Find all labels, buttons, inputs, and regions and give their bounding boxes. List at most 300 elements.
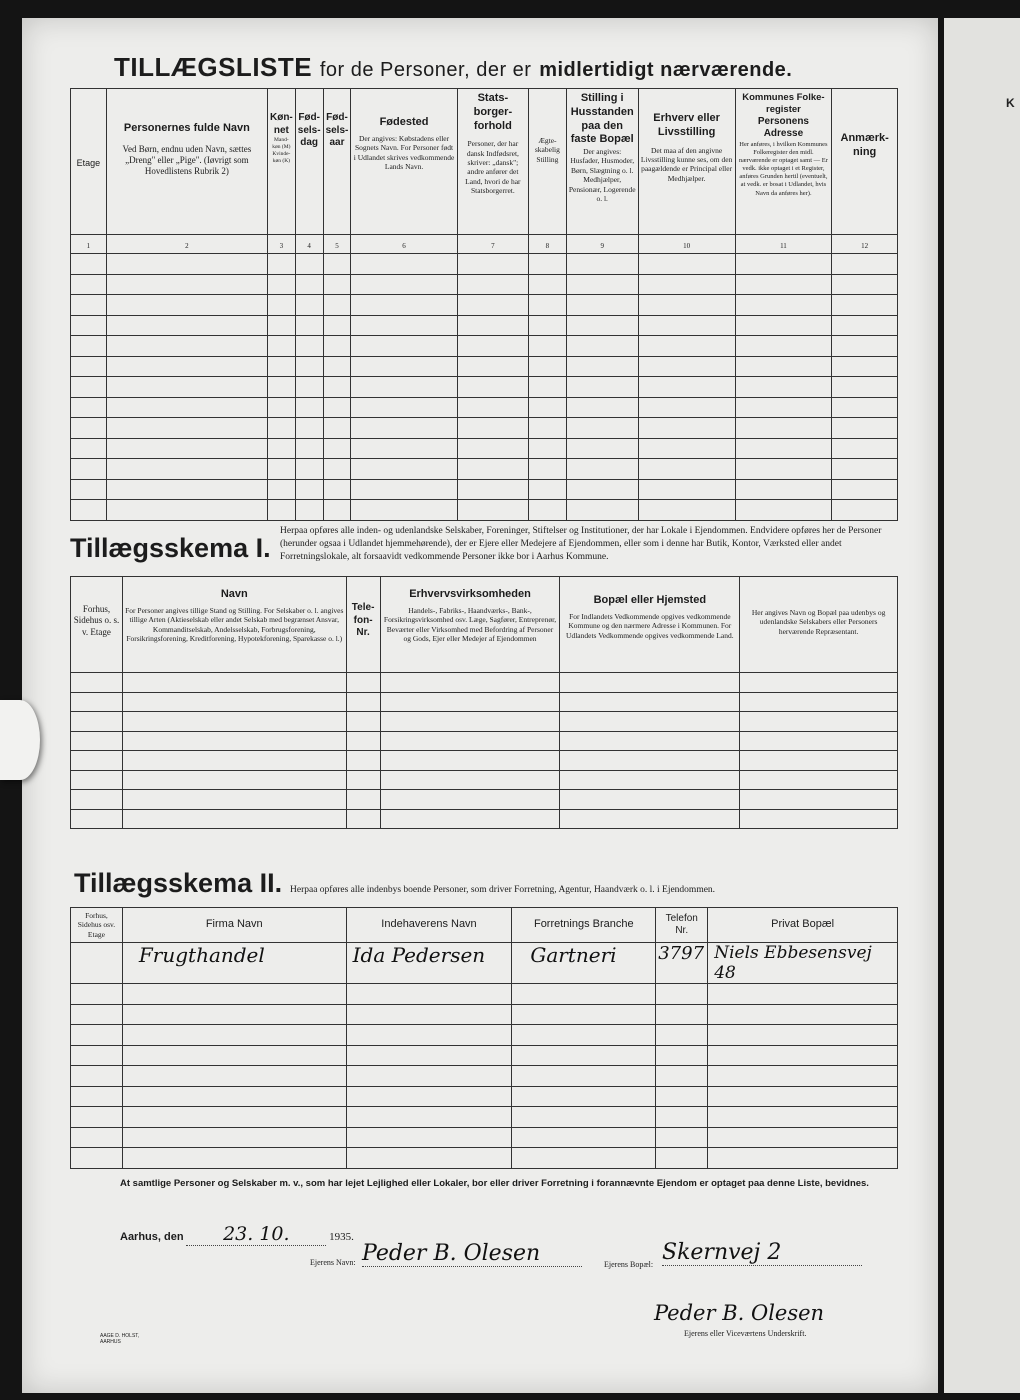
- main-empty-row-cell: [638, 377, 735, 398]
- main-empty-row-cell: [71, 254, 107, 275]
- s2-entry-branch: Gartneri: [512, 943, 656, 984]
- main-empty-row-cell: [638, 274, 735, 295]
- main-empty-row-cell: [529, 438, 567, 459]
- main-empty-row-cell: [351, 438, 457, 459]
- s1-empty-row-cell: [560, 731, 740, 751]
- main-empty-row-cell: [106, 397, 267, 418]
- next-page-edge: [944, 18, 1020, 1393]
- main-empty-row-cell: [295, 254, 323, 275]
- main-empty-row-cell: [295, 356, 323, 377]
- main-empty-row-cell: [71, 397, 107, 418]
- main-empty-row-cell: [106, 336, 267, 357]
- main-empty-row-cell: [106, 315, 267, 336]
- col-birthplace: Fødested Der angives: Købstadens eller Sognets Navn. For Personer født i Udlandet skrives vedkommende Lands Navn.: [351, 89, 457, 235]
- s1-empty-row-cell: [740, 790, 898, 810]
- main-empty-row-cell: [323, 254, 351, 275]
- main-empty-row-cell: [351, 459, 457, 480]
- s1-empty-row-cell: [122, 731, 346, 751]
- s2-empty-row-cell: [512, 1086, 656, 1107]
- main-empty-row-cell: [529, 295, 567, 316]
- main-empty-row-cell: [529, 377, 567, 398]
- s1-empty-row-cell: [122, 673, 346, 693]
- s2-entry-firm: Frugthandel: [122, 943, 346, 984]
- s1-empty-row-cell: [346, 731, 380, 751]
- col-birthday: Fød-sels-dag: [295, 89, 323, 235]
- main-empty-row-cell: [638, 479, 735, 500]
- s1-empty-row-cell: [560, 673, 740, 693]
- main-empty-row-cell: [638, 356, 735, 377]
- main-empty-row-cell: [295, 459, 323, 480]
- col-num-5: 5: [323, 235, 351, 254]
- main-empty-row-cell: [295, 500, 323, 521]
- main-empty-row-cell: [323, 397, 351, 418]
- main-empty-row-cell: [323, 459, 351, 480]
- form-page: [22, 18, 938, 1393]
- main-empty-row-cell: [106, 377, 267, 398]
- main-empty-row-cell: [267, 274, 295, 295]
- col-marital: Ægte-skabelig Stilling: [529, 89, 567, 235]
- main-empty-row-cell: [566, 459, 638, 480]
- owner-address-label: Ejerens Bopæl:: [604, 1260, 654, 1269]
- main-empty-row-cell: [529, 479, 567, 500]
- s1-empty-row-cell: [71, 809, 123, 829]
- place-label: Aarhus, den: [120, 1231, 184, 1243]
- main-empty-row: [71, 438, 898, 459]
- main-empty-row-cell: [638, 295, 735, 316]
- col-occupation: Erhverv eller Livsstilling Det maa af den angivne Livsstilling kunne ses, om den paagældende er Principal eller Medhjælper.: [638, 89, 735, 235]
- schema2-intro: Herpaa opføres alle indenbys boende Personer, som driver Forretning, Agentur, Haandværk o. l. i Ejendommen.: [290, 885, 716, 895]
- main-empty-row: [71, 418, 898, 439]
- s1-col-business: Erhvervsvirksomheden Handels-, Fabriks-, Haandværks-, Bank-, Forsikringsvirksomhed osv. Læge, Sagfører, Entreprenør, Beværter eller Virksomhed med Befordring af Personer og Gods, Ejer eller Medejer af Ejendommen: [380, 577, 560, 673]
- main-empty-row-cell: [735, 479, 832, 500]
- s2-empty-row-cell: [708, 1066, 898, 1087]
- s1-empty-row-cell: [740, 770, 898, 790]
- title-part1: for de Personer, der er: [319, 59, 532, 81]
- s1-empty-row-cell: [346, 712, 380, 732]
- owner-name-value: Peder B. Olesen: [362, 1241, 582, 1267]
- s1-empty-row-cell: [122, 712, 346, 732]
- s1-empty-row-cell: [71, 770, 123, 790]
- main-empty-row: [71, 479, 898, 500]
- date-line: [120, 1223, 354, 1246]
- main-empty-row-cell: [832, 295, 898, 316]
- s2-col-private-address: Privat Bopæl: [708, 908, 898, 943]
- main-empty-row-cell: [106, 274, 267, 295]
- s2-empty-row-cell: [656, 1148, 708, 1169]
- s1-empty-row-cell: [380, 790, 560, 810]
- main-empty-row-cell: [71, 500, 107, 521]
- s2-empty-row-cell: [122, 1148, 346, 1169]
- col-num-4: 4: [295, 235, 323, 254]
- s2-empty-row-cell: [656, 1025, 708, 1046]
- main-table: [70, 88, 898, 521]
- main-empty-row-cell: [267, 377, 295, 398]
- s2-empty-row-cell: [708, 1045, 898, 1066]
- main-empty-row-cell: [106, 356, 267, 377]
- s1-empty-row: [71, 751, 898, 771]
- main-empty-row-cell: [529, 315, 567, 336]
- main-empty-row-cell: [638, 336, 735, 357]
- main-empty-row: [71, 315, 898, 336]
- col-num-2: 2: [106, 235, 267, 254]
- main-empty-row-cell: [323, 356, 351, 377]
- s1-empty-row-cell: [740, 751, 898, 771]
- main-empty-row-cell: [106, 295, 267, 316]
- main-empty-row-cell: [106, 459, 267, 480]
- main-empty-row-cell: [638, 418, 735, 439]
- main-empty-row-cell: [106, 500, 267, 521]
- main-empty-row-cell: [295, 397, 323, 418]
- main-empty-row-cell: [457, 438, 528, 459]
- col-household: Stilling i Husstanden paa den faste Bopæl Der angives: Husfader, Husmoder, Børn, Slægtning o. l. Medhjælper, Pensionær, Logerende o. l.: [566, 89, 638, 235]
- main-empty-row-cell: [832, 336, 898, 357]
- main-empty-row-cell: [295, 336, 323, 357]
- s2-entry-phone: 3797: [656, 943, 708, 984]
- main-empty-row-cell: [71, 438, 107, 459]
- main-empty-row-cell: [638, 438, 735, 459]
- s2-empty-row-cell: [708, 1148, 898, 1169]
- s1-empty-row-cell: [71, 790, 123, 810]
- main-empty-row-cell: [267, 254, 295, 275]
- s2-empty-row-cell: [122, 1086, 346, 1107]
- col-etage: Etage: [71, 89, 107, 235]
- main-empty-row-cell: [529, 254, 567, 275]
- col-num-6: 6: [351, 235, 457, 254]
- main-empty-row-cell: [638, 397, 735, 418]
- main-empty-row-cell: [529, 459, 567, 480]
- s1-empty-row: [71, 692, 898, 712]
- main-empty-row-cell: [735, 315, 832, 336]
- col-gender: Køn-net Mand-køn (M) Kvinde-køn (K): [267, 89, 295, 235]
- main-empty-row-cell: [351, 356, 457, 377]
- main-empty-row-cell: [323, 274, 351, 295]
- s1-empty-row-cell: [380, 673, 560, 693]
- s2-entry-address: Niels Ebbesensvej 48: [708, 943, 898, 984]
- s1-empty-row-cell: [122, 790, 346, 810]
- s2-empty-row-cell: [71, 1004, 123, 1025]
- main-empty-row: [71, 500, 898, 521]
- s1-empty-row-cell: [560, 809, 740, 829]
- s2-empty-row-cell: [71, 1045, 123, 1066]
- main-empty-row-cell: [735, 377, 832, 398]
- main-empty-row-cell: [295, 295, 323, 316]
- s1-empty-row-cell: [740, 809, 898, 829]
- s1-empty-row-cell: [740, 731, 898, 751]
- s1-empty-row: [71, 770, 898, 790]
- s2-col-etage: Forhus, Sidehus osv. Etage: [71, 908, 123, 943]
- main-empty-row-cell: [566, 274, 638, 295]
- s1-empty-row: [71, 712, 898, 732]
- main-empty-row-cell: [267, 397, 295, 418]
- col-address: Kommunes Folke-register Personens Adresse Her anføres, i hvilken Kommunes Folkeregister den midl. nærværende er optaget samt — Er vedk. ikke optaget i et Register, anføres Grunden hertil (eventuelt, at vedk. er bosat i Udlandet, hvis Navn da anføres her).: [735, 89, 832, 235]
- main-empty-row-cell: [566, 397, 638, 418]
- main-empty-row-cell: [529, 356, 567, 377]
- main-empty-row-cell: [351, 479, 457, 500]
- signature-label: Ejerens eller Viceværtens Underskrift.: [684, 1329, 807, 1338]
- main-empty-row-cell: [529, 336, 567, 357]
- main-empty-row-cell: [267, 336, 295, 357]
- main-empty-row-cell: [267, 315, 295, 336]
- s1-empty-row-cell: [380, 809, 560, 829]
- main-empty-row-cell: [457, 254, 528, 275]
- s2-empty-row-cell: [656, 1004, 708, 1025]
- s1-col-representative: Her angives Navn og Bopæl paa udenbys og udenlandske Selskabers eller Personers herværende Repræsentant.: [740, 577, 898, 673]
- main-empty-row-cell: [832, 459, 898, 480]
- s2-empty-row-cell: [122, 1107, 346, 1128]
- main-empty-row-cell: [295, 274, 323, 295]
- main-empty-row-cell: [735, 295, 832, 316]
- s1-col-etage: Forhus, Sidehus o. s. v. Etage: [71, 577, 123, 673]
- main-empty-row-cell: [832, 479, 898, 500]
- schema1-table: [70, 576, 898, 829]
- main-empty-row-cell: [295, 479, 323, 500]
- main-empty-row-cell: [267, 479, 295, 500]
- main-empty-row: [71, 274, 898, 295]
- s2-empty-row-cell: [346, 1004, 512, 1025]
- main-empty-row-cell: [735, 459, 832, 480]
- col-num-3: 3: [267, 235, 295, 254]
- s2-col-branch: Forretnings Branche: [512, 908, 656, 943]
- main-empty-row-cell: [267, 459, 295, 480]
- s2-entry-owner: Ida Pedersen: [346, 943, 512, 984]
- s1-empty-row-cell: [380, 731, 560, 751]
- main-empty-row-cell: [566, 377, 638, 398]
- s2-empty-row: [71, 984, 898, 1005]
- s1-empty-row-cell: [740, 712, 898, 732]
- s2-empty-row-cell: [122, 1127, 346, 1148]
- main-empty-row-cell: [323, 336, 351, 357]
- main-empty-row-cell: [638, 459, 735, 480]
- s1-empty-row-cell: [71, 673, 123, 693]
- main-empty-row-cell: [71, 418, 107, 439]
- year-value: 1935.: [329, 1231, 354, 1243]
- s1-empty-row-cell: [560, 770, 740, 790]
- main-empty-row-cell: [832, 356, 898, 377]
- main-empty-row-cell: [735, 254, 832, 275]
- s2-empty-row-cell: [656, 1066, 708, 1087]
- main-empty-row-cell: [566, 418, 638, 439]
- main-empty-row-cell: [351, 254, 457, 275]
- col-citizenship: Stats-borger-forhold Personer, der har dansk Indfødsret, skriver: „dansk"; andre anfører det Land, hvori de har Statsborgerret.: [457, 89, 528, 235]
- main-empty-row-cell: [71, 336, 107, 357]
- main-empty-row-cell: [351, 336, 457, 357]
- main-empty-row-cell: [267, 500, 295, 521]
- main-empty-row-cell: [457, 459, 528, 480]
- main-empty-row-cell: [457, 500, 528, 521]
- s2-empty-row-cell: [708, 984, 898, 1005]
- s1-empty-row-cell: [71, 751, 123, 771]
- s2-empty-row-cell: [512, 984, 656, 1005]
- main-empty-row: [71, 336, 898, 357]
- s1-empty-row-cell: [560, 712, 740, 732]
- col-num-11: 11: [735, 235, 832, 254]
- main-empty-row-cell: [832, 254, 898, 275]
- main-empty-row: [71, 356, 898, 377]
- main-table-body: [71, 254, 898, 521]
- col-num-10: 10: [638, 235, 735, 254]
- main-empty-row-cell: [457, 479, 528, 500]
- main-empty-row: [71, 254, 898, 275]
- s2-empty-row-cell: [512, 1066, 656, 1087]
- col-num-1: 1: [71, 235, 107, 254]
- s1-empty-row-cell: [71, 712, 123, 732]
- s1-empty-row: [71, 809, 898, 829]
- s2-empty-row-cell: [122, 1025, 346, 1046]
- s1-empty-row-cell: [122, 751, 346, 771]
- s2-empty-row-cell: [656, 984, 708, 1005]
- s2-empty-row-cell: [71, 1107, 123, 1128]
- s1-empty-row-cell: [346, 790, 380, 810]
- s1-empty-row-cell: [122, 692, 346, 712]
- s2-empty-row: [71, 1107, 898, 1128]
- main-empty-row-cell: [323, 500, 351, 521]
- main-empty-row-cell: [267, 356, 295, 377]
- main-empty-row-cell: [71, 356, 107, 377]
- main-empty-row-cell: [638, 500, 735, 521]
- main-empty-row-cell: [351, 315, 457, 336]
- main-empty-row-cell: [566, 254, 638, 275]
- s1-empty-row-cell: [71, 731, 123, 751]
- main-empty-row-cell: [323, 418, 351, 439]
- s2-empty-row-cell: [512, 1045, 656, 1066]
- s1-empty-row-cell: [380, 692, 560, 712]
- s1-empty-row-cell: [122, 770, 346, 790]
- s1-empty-row-cell: [346, 770, 380, 790]
- s2-empty-row-cell: [71, 1148, 123, 1169]
- main-empty-row-cell: [71, 315, 107, 336]
- main-empty-row: [71, 459, 898, 480]
- s2-empty-row: [71, 1127, 898, 1148]
- col-name: Personernes fulde Navn Ved Børn, endnu uden Navn, sættes „Dreng" eller „Pige". (Iøvrigt som Hovedlistens Rubrik 2): [106, 89, 267, 235]
- main-empty-row-cell: [566, 315, 638, 336]
- s2-empty-row: [71, 1025, 898, 1046]
- s2-entry-row: [71, 943, 898, 984]
- main-empty-row-cell: [735, 418, 832, 439]
- main-empty-row-cell: [529, 418, 567, 439]
- s1-empty-row-cell: [380, 770, 560, 790]
- s1-col-phone: Tele-fon-Nr.: [346, 577, 380, 673]
- s1-empty-row-cell: [380, 712, 560, 732]
- s2-empty-row-cell: [71, 1025, 123, 1046]
- s1-empty-row-cell: [346, 673, 380, 693]
- main-empty-row-cell: [566, 438, 638, 459]
- s1-empty-row-cell: [740, 692, 898, 712]
- paper-fold: [0, 700, 40, 780]
- s2-empty-row-cell: [346, 1066, 512, 1087]
- col-num-7: 7: [457, 235, 528, 254]
- main-empty-row-cell: [71, 459, 107, 480]
- s2-empty-row-cell: [512, 1004, 656, 1025]
- main-empty-row-cell: [323, 479, 351, 500]
- title-main: TILLÆGSLISTE: [114, 52, 313, 82]
- main-empty-row-cell: [735, 356, 832, 377]
- main-empty-row-cell: [351, 500, 457, 521]
- s2-empty-row-cell: [71, 1066, 123, 1087]
- main-empty-row-cell: [832, 418, 898, 439]
- main-empty-row-cell: [267, 438, 295, 459]
- main-empty-row-cell: [457, 315, 528, 336]
- main-empty-row-cell: [457, 295, 528, 316]
- s1-col-name: Navn For Personer angives tillige Stand og Stilling. For Selskaber o. l. angives tillige Arten (Aktieselskab eller andet Selskab med begrænset Ansvar, Kommanditselskab, Andelsselskab, Forbrugsforening, Forsikringsforening, Kreditforening, Hypotekforening, Sparekasse o. l.): [122, 577, 346, 673]
- s2-empty-row-cell: [346, 1025, 512, 1046]
- s2-empty-row-cell: [346, 984, 512, 1005]
- schema2-body: [71, 984, 898, 1169]
- s2-empty-row: [71, 1148, 898, 1169]
- s2-empty-row-cell: [708, 1025, 898, 1046]
- main-empty-row-cell: [106, 479, 267, 500]
- s1-empty-row-cell: [380, 751, 560, 771]
- s2-empty-row-cell: [122, 1066, 346, 1087]
- col-num-8: 8: [529, 235, 567, 254]
- main-empty-row-cell: [295, 377, 323, 398]
- main-empty-row-cell: [351, 295, 457, 316]
- s2-empty-row: [71, 1004, 898, 1025]
- s1-empty-row-cell: [122, 809, 346, 829]
- main-empty-row-cell: [457, 418, 528, 439]
- main-empty-row-cell: [832, 438, 898, 459]
- s2-empty-row-cell: [122, 1045, 346, 1066]
- schema1-intro: Herpaa opføres alle inden- og udenlandske Selskaber, Foreninger, Stiftelser og Institutioner, der har Lokale i Ejendommen. Endvidere opføres her de Personer (herunder ogsaa i Udlandet hjemmehørende), der er Ejere eller Medejere af Ejendommen, eller som i denne har Butik, Kontor, Værksted eller andet Forretningslokale, alt forsaavidt vedkommende Personer ikke bor i Aarhus Kommune.: [280, 526, 882, 562]
- main-empty-row-cell: [106, 418, 267, 439]
- s2-col-firm: Firma Navn: [122, 908, 346, 943]
- main-empty-row-cell: [323, 377, 351, 398]
- s2-empty-row-cell: [346, 1107, 512, 1128]
- signature: Peder B. Olesen: [654, 1301, 825, 1325]
- date-value: 23. 10.: [186, 1223, 326, 1246]
- s1-empty-row: [71, 673, 898, 693]
- s2-empty-row-cell: [656, 1086, 708, 1107]
- main-empty-row-cell: [638, 254, 735, 275]
- s2-empty-row: [71, 1066, 898, 1087]
- main-empty-row-cell: [735, 397, 832, 418]
- main-empty-row-cell: [832, 500, 898, 521]
- main-empty-row-cell: [735, 274, 832, 295]
- main-empty-row-cell: [832, 377, 898, 398]
- s1-col-residence: Bopæl eller Hjemsted For Indlandets Vedkommende opgives vedkommende Kommune og den nærmere Adresse i Kommunen. For Udlandets Vedkommende opgives vedkommende Land.: [560, 577, 740, 673]
- s2-empty-row-cell: [656, 1045, 708, 1066]
- s2-empty-row-cell: [512, 1148, 656, 1169]
- s2-empty-row-cell: [512, 1025, 656, 1046]
- form-title: [114, 52, 792, 83]
- main-empty-row-cell: [351, 418, 457, 439]
- s2-empty-row-cell: [346, 1086, 512, 1107]
- s2-empty-row-cell: [346, 1127, 512, 1148]
- s2-empty-row-cell: [122, 984, 346, 1005]
- main-empty-row-cell: [529, 500, 567, 521]
- main-empty-row-cell: [566, 500, 638, 521]
- schema1-title: Tillægsskema I.: [70, 533, 271, 563]
- main-empty-row-cell: [351, 397, 457, 418]
- col-num-9: 9: [566, 235, 638, 254]
- s2-empty-row-cell: [71, 984, 123, 1005]
- main-empty-row-cell: [566, 356, 638, 377]
- s1-empty-row-cell: [560, 751, 740, 771]
- main-empty-row: [71, 295, 898, 316]
- main-empty-row-cell: [295, 418, 323, 439]
- main-empty-row-cell: [832, 274, 898, 295]
- main-empty-row-cell: [106, 254, 267, 275]
- s2-empty-row-cell: [708, 1107, 898, 1128]
- s2-col-owner: Indehaverens Navn: [346, 908, 512, 943]
- main-empty-row-cell: [735, 500, 832, 521]
- main-empty-row-cell: [735, 336, 832, 357]
- main-empty-row-cell: [457, 397, 528, 418]
- s1-empty-row-cell: [346, 751, 380, 771]
- s2-empty-row: [71, 1045, 898, 1066]
- s2-empty-row-cell: [512, 1127, 656, 1148]
- main-empty-row-cell: [457, 356, 528, 377]
- schema2-title: Tillægsskema II.: [74, 868, 283, 898]
